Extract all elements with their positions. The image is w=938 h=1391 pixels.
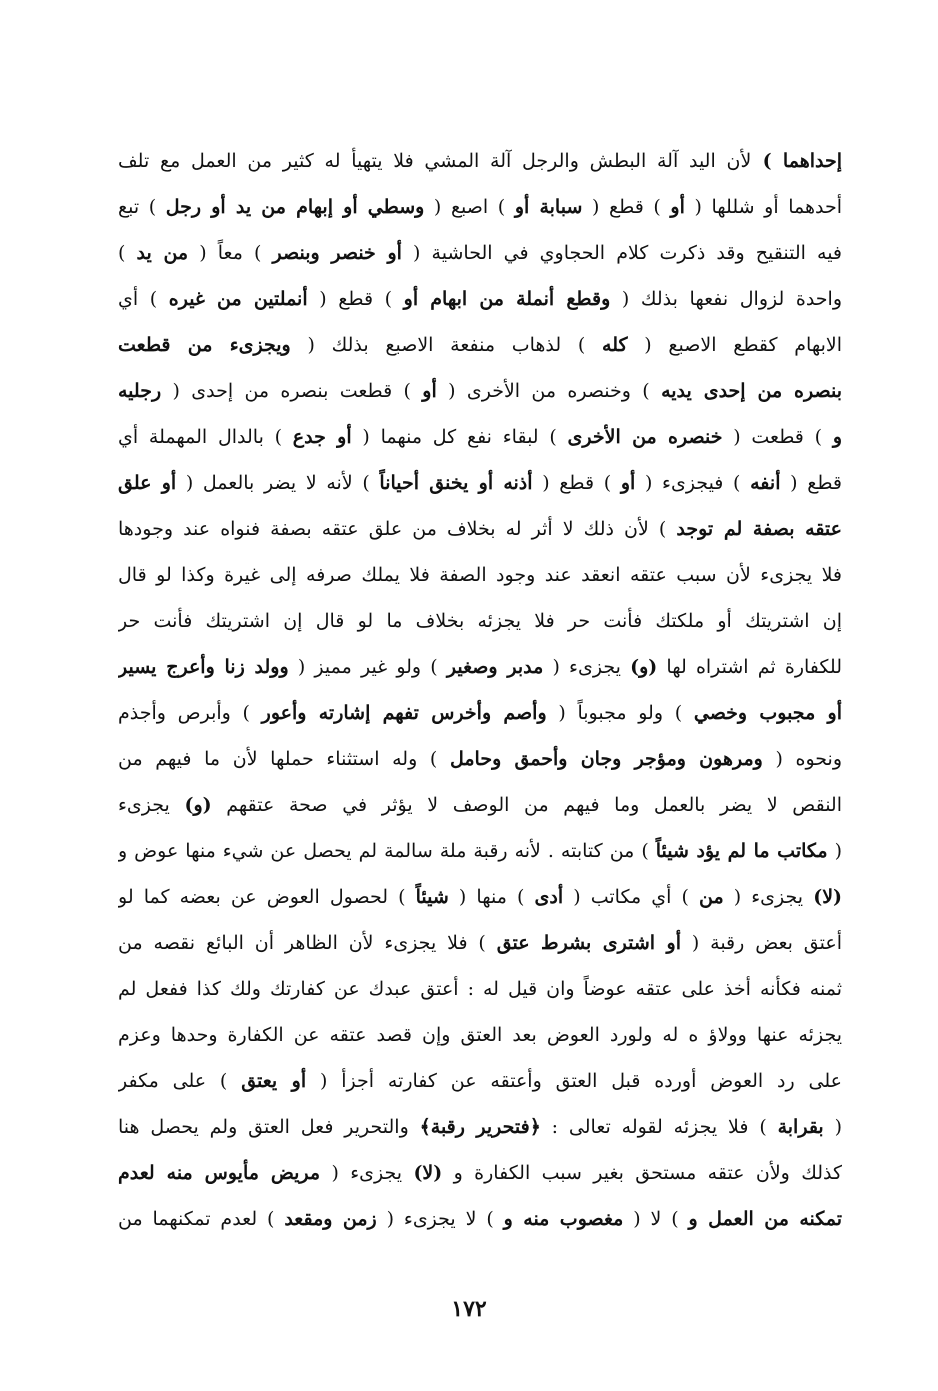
text-segment: ) قطع ( bbox=[532, 472, 621, 494]
bold-text-segment: وسطي أو إبهام من يد أو رجل bbox=[165, 196, 425, 218]
text-segment: ( bbox=[827, 840, 842, 862]
text-segment: يجزىء ( bbox=[543, 656, 631, 678]
bold-text-segment: تمكنه من العمل و bbox=[688, 1208, 842, 1230]
text-segment: النقص لا يضر بالعمل وما فيهم من الوصف لا يؤثر في صحة عتقهم bbox=[211, 794, 842, 816]
text-line bbox=[118, 460, 842, 506]
bold-text-segment: عتقه بصفة لم توجد bbox=[676, 518, 842, 540]
bold-text-segment: زمن ومقعد bbox=[284, 1208, 377, 1230]
text-segment: إن اشتريتك أو ملكتك فأنت حر فلا يجزئه بخلاف ما لو قال إن اشتريتك فأنت حر bbox=[118, 610, 842, 632]
bold-text-segment: مدبر وصغير bbox=[446, 656, 544, 678]
text-segment: ) لذهاب منفعة الاصبع بذلك ( bbox=[290, 334, 603, 356]
bold-text-segment: وأصم وأخرس تفهم إشارته وأعور bbox=[261, 702, 547, 724]
text-line bbox=[118, 230, 842, 276]
bold-text-segment: ويجزىء من قطعت bbox=[118, 334, 291, 356]
bold-text-segment: رجليه bbox=[118, 380, 162, 402]
text-line bbox=[118, 184, 842, 230]
text-line bbox=[118, 322, 842, 368]
text-segment: الابهام كقطع الاصبع ( bbox=[627, 334, 842, 356]
text-line bbox=[118, 368, 842, 414]
bold-text-segment: أنفه bbox=[750, 472, 781, 494]
text-segment: ) من كتابته . لأنه رقبة ملة سالمة لم يحصل عن شيء منها عوض و bbox=[118, 840, 656, 862]
text-segment: ) ولو غير مميز ( bbox=[288, 656, 447, 678]
text-line bbox=[118, 966, 842, 1012]
text-segment: ) منها ( bbox=[448, 886, 535, 908]
text-segment: يجزىء bbox=[118, 794, 185, 816]
bold-text-segment: من bbox=[699, 886, 724, 908]
bold-text-segment: مريض مأيوس منه لعدم bbox=[118, 1162, 321, 1184]
text-segment: ) وأبرص وأجذم bbox=[118, 702, 262, 724]
bold-text-segment: أو مجبوب وخصي bbox=[693, 702, 842, 724]
bold-text-segment: (لا) bbox=[813, 886, 842, 908]
bold-text-segment: و bbox=[832, 426, 842, 448]
text-line bbox=[118, 552, 842, 598]
text-segment: أعتق بعض رقبة ( bbox=[680, 932, 842, 954]
text-line bbox=[118, 598, 842, 644]
text-segment: ونحوه ( bbox=[762, 748, 842, 770]
bold-text-segment: من يد bbox=[136, 242, 189, 264]
text-segment: ) أي مكاتب ( bbox=[563, 886, 699, 908]
text-segment: ) وخنصره من الأخرى ( bbox=[436, 380, 662, 402]
bold-text-segment: ومرهون ومؤجر وجان وأحمق وحامل bbox=[449, 748, 763, 770]
text-segment: ) فلا يجزىء لأن الظاهر أن البائع نقصه من bbox=[118, 932, 497, 954]
text-segment: ) ولو مجبوباً ( bbox=[546, 702, 694, 724]
text-segment: فيه التنقيح وقد ذكرت كلام الحجاوي في الحاشية ( bbox=[401, 242, 842, 264]
text-segment: ) قطع ( bbox=[582, 196, 671, 218]
text-line bbox=[118, 276, 842, 322]
text-line bbox=[118, 736, 842, 782]
text-line bbox=[118, 920, 842, 966]
text-segment: ) تبع bbox=[118, 196, 166, 218]
bold-text-segment: شيئاً bbox=[415, 886, 449, 908]
bold-text-segment: أو علق bbox=[118, 472, 177, 494]
text-line bbox=[118, 414, 842, 460]
text-segment: والتحرير فعل العتق ولم يحصل هنا bbox=[118, 1116, 420, 1138]
bold-text-segment: أو اشترى بشرط عتق bbox=[496, 932, 681, 954]
text-segment: فلا يجزىء لأن سبب عتقه انعقد عند وجود الصفة فلا يملك صرفه إلى غيرة وكذا لو قال bbox=[118, 564, 842, 586]
text-segment: ) لعدم تمكنهما من bbox=[118, 1208, 285, 1230]
bold-text-segment: إحداهما ) bbox=[751, 150, 842, 172]
bold-text-segment: أذنه أو يخنق أحياناً bbox=[379, 472, 533, 494]
text-segment: ) bbox=[118, 242, 137, 264]
text-line bbox=[118, 138, 842, 184]
bold-text-segment: أدى bbox=[534, 886, 564, 908]
text-segment: ) وله استثناء حملها لأن ما فيهم من bbox=[118, 748, 450, 770]
text-segment: ) قطعت بنصره من إحدى ( bbox=[161, 380, 423, 402]
bold-text-segment: مكاتب ما لم يؤد شيئاً bbox=[655, 840, 828, 862]
text-segment: ) لا ( bbox=[623, 1208, 689, 1230]
text-line bbox=[118, 1058, 842, 1104]
bold-text-segment: أو bbox=[620, 472, 636, 494]
text-line bbox=[118, 644, 842, 690]
bold-text-segment: وقطع أنملة من ابهام أو bbox=[403, 288, 611, 310]
text-segment: يجزىء ( bbox=[723, 886, 814, 908]
bold-text-segment: (و) bbox=[630, 656, 658, 678]
text-line bbox=[118, 1196, 842, 1242]
text-segment: ) فيجزىء ( bbox=[635, 472, 751, 494]
bold-text-segment: (و) bbox=[184, 794, 212, 816]
text-line bbox=[118, 690, 842, 736]
text-segment: ) لأنه لا يضر بالعمل ( bbox=[176, 472, 380, 494]
text-segment: على رد العوض أورده قبل العتق وأعتقه عن كفارته أجزأ ( bbox=[306, 1070, 842, 1092]
text-segment: يجزىء ( bbox=[320, 1162, 414, 1184]
bold-text-segment: مغصوب منه و bbox=[503, 1208, 624, 1230]
bold-text-segment: أو جدع bbox=[292, 426, 352, 448]
bold-text-segment: بنصره من إحدى يديه bbox=[661, 380, 842, 402]
bold-text-segment: خنصره من الأخرى bbox=[567, 426, 723, 448]
text-segment: ) معاً ( bbox=[188, 242, 273, 264]
text-line bbox=[118, 782, 842, 828]
text-line bbox=[118, 506, 842, 552]
bold-text-segment: كله bbox=[602, 334, 628, 356]
bold-text-segment: أو bbox=[670, 196, 685, 218]
text-segment: أحدهما أو شللها ( bbox=[684, 196, 842, 218]
text-segment: ) أي bbox=[118, 288, 169, 310]
bold-text-segment: أنملتين من غيره bbox=[168, 288, 308, 310]
text-segment: ) قطع ( bbox=[307, 288, 404, 310]
text-line bbox=[118, 1104, 842, 1150]
bold-text-segment: أو bbox=[422, 380, 437, 402]
bold-text-segment: أو يعتق bbox=[241, 1070, 307, 1092]
text-segment: ) لا يجزىء ( bbox=[376, 1208, 504, 1230]
bold-text-segment: (لا) bbox=[413, 1162, 443, 1184]
text-segment: ) بالدال المهملة أي bbox=[118, 426, 293, 448]
bold-text-segment: وولد زنا وأعرج يسير bbox=[118, 656, 289, 678]
text-segment: يجزئه عنها وولاؤ ه له ولورد العوض بعد العتق وإن قصد عتقه عن الكفارة وحدها وعزم bbox=[118, 1024, 842, 1046]
text-line bbox=[118, 874, 842, 920]
text-segment: ) قطعت ( bbox=[722, 426, 833, 448]
text-segment: ) لبقاء نفع كل منهما ( bbox=[351, 426, 568, 448]
bold-text-segment: بقرابة bbox=[777, 1116, 824, 1138]
text-segment: ) لأن ذلك لا أثر له بخلاف من علق عتقه بصفة فنواه عند وجودها bbox=[118, 518, 677, 540]
text-segment: ( bbox=[823, 1116, 842, 1138]
text-segment: ) لحصول العوض عن بعضه كما لو bbox=[118, 886, 416, 908]
text-line bbox=[118, 1150, 842, 1196]
text-segment: قطع ( bbox=[780, 472, 842, 494]
bold-text-segment: سبابة أو bbox=[514, 196, 583, 218]
text-segment: للكفارة ثم اشتراه لها bbox=[657, 656, 842, 678]
text-segment: ) اصبع ( bbox=[424, 196, 515, 218]
page-number: ١٧٢ bbox=[451, 1296, 487, 1322]
bold-text-segment: ﴿فتحرير رقبة﴾ bbox=[419, 1116, 541, 1138]
text-line bbox=[118, 828, 842, 874]
text-segment: كذلك ولأن عتقه مستحق بغير سبب الكفارة و bbox=[442, 1162, 842, 1184]
text-segment: ثمنه فكأنه أخذ على عتقه عوضاً وان قيل له : أعتق عبدك عن كفارتك ولك كذا ففعل لم bbox=[118, 978, 842, 1000]
bold-text-segment: أو خنصر وبنصر bbox=[272, 242, 402, 264]
text-segment: ) على مكفر bbox=[118, 1070, 242, 1092]
text-segment: واحدة لزوال نفعها بذلك ( bbox=[610, 288, 842, 310]
body-text bbox=[118, 138, 842, 1242]
text-line bbox=[118, 1012, 842, 1058]
text-segment: ) فلا يجزئه لقوله تعالى : bbox=[540, 1116, 778, 1138]
text-segment: لأن اليد آلة البطش والرجل آلة المشي فلا يتهيأ له كثير من العمل مع تلف bbox=[118, 150, 752, 172]
